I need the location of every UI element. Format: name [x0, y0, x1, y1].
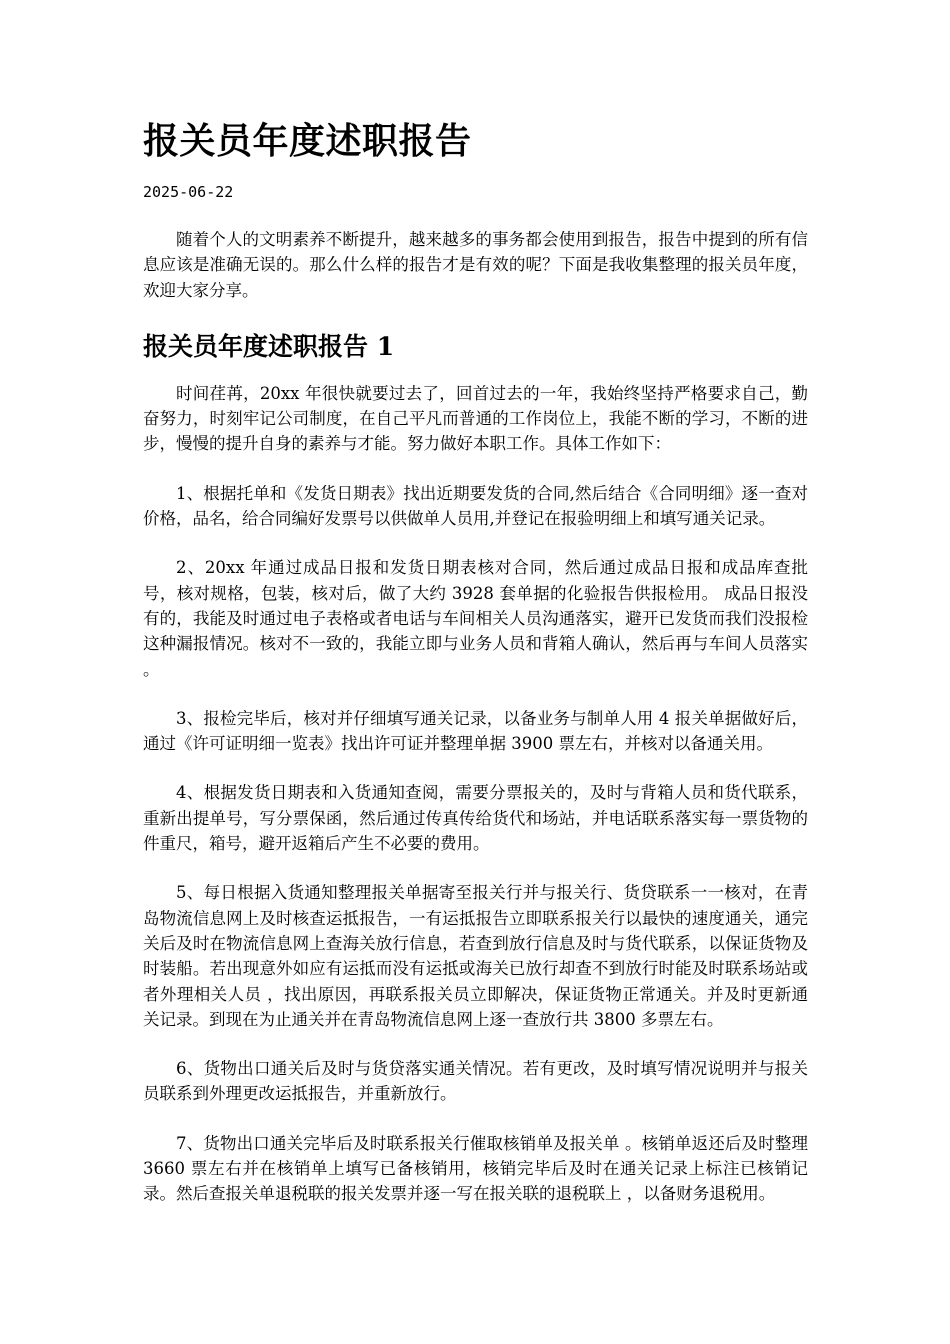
- list-item-paragraph: 4、根据发货日期表和入货通知查阅，需要分票报关的，及时与背箱人员和货代联系，重新出提单号，写分票保函，然后通过传真传给货代和场站，并电话联系落实每一票货物的件重尺，箱号，避开返箱后产生不必要的费用。: [143, 783, 808, 854]
- list-item-paragraph: 7、货物出口通关完毕后及时联系报关行催取核销单及报关单 。核销单返还后及时整理 3660 票左右并在核销单上填写已备核销用，核销完毕后及时在通关记录上标注已核销记录。然后查报关单退税联的报关发票并逐一写在报关联的退税联上 ，以备财务退税用。: [143, 1133, 808, 1204]
- document-date: 2025-06-22: [143, 183, 234, 201]
- list-item-paragraph: 1、根据托单和《发货日期表》找出近期要发货的合同,然后结合《合同明细》逐一查对价格，品名，给合同编好发票号以供做单人员用,并登记在报验明细上和填写通关记录。: [143, 483, 808, 529]
- list-item-paragraph: 3、报检完毕后，核对并仔细填写通关记录，以备业务与制单人用 4 报关单据做好后，通过《许可证明细一览表》找出许可证并整理单据 3900 票左右，并核对以备通关用。: [143, 708, 808, 754]
- document-title: 报关员年度述职报告: [143, 120, 472, 162]
- section-heading: 报关员年度述职报告 1: [143, 331, 395, 361]
- list-item-paragraph: 5、每日根据入货通知整理报关单据寄至报关行并与报关行、货贷联系一一核对，在青岛物流信息网上及时核查运抵报告，一有运抵报告立即联系报关行以最快的速度通关，通完关后及时在物流信息网上查海关放行信息，若查到放行信息及时与货代联系，以保证货物及时装船。若出现意外如应有运抵而没有运抵或海关已放行却查不到放行时能及时联系场站或者外理相关人员 ，找出原因，再联系报关员立即解决，保证货物正常通关。并及时更新通关记录。到现在为止通关并在青岛物流信息网上逐一查放行共 3800 多票左右。: [143, 883, 808, 1029]
- intro-paragraph: 随着个人的文明素养不断提升，越来越多的事务都会使用到报告，报告中提到的所有信息应该是准确无误的。那么什么样的报告才是有效的呢？下面是我收集整理的报关员年度，欢迎大家分享。: [143, 230, 808, 300]
- body-paragraph: 时间荏苒，20xx 年很快就要过去了，回首过去的一年，我始终坚持严格要求自己，勤奋努力，时刻牢记公司制度，在自己平凡而普通的工作岗位上，我能不断的学习，不断的进步，慢慢的提升自身的素养与才能。努力做好本职工作。具体工作如下：: [143, 383, 808, 454]
- document-body: [143, 227, 808, 1231]
- list-item-paragraph: 2、20xx 年通过成品日报和发货日期表核对合同，然后通过成品日报和成品库查批号，核对规格，包装，核对后，做了大约 3928 套单据的化验报告供报检用。 成品日报没有的，我能及时通过电子表格或者电话与车间相关人员沟通落实，避开已发货而我们没报检这种漏报情况。核对不一致的，我能立即与业务人员和背箱人确认，然后再与车间人员落实 。: [143, 558, 808, 679]
- list-item-paragraph: 6、货物出口通关后及时与货贷落实通关情况。若有更改，及时填写情况说明并与报关员联系到外理更改运抵报告，并重新放行。: [143, 1059, 808, 1104]
